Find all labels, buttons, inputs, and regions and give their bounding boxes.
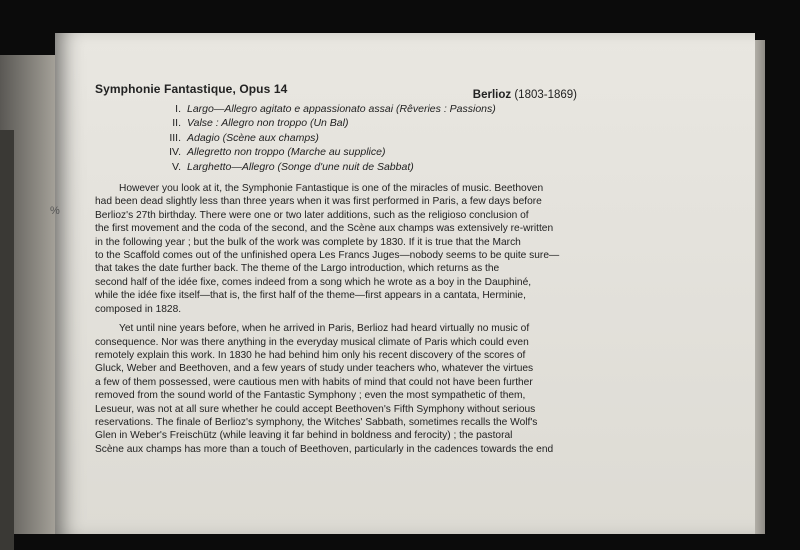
- movement-text: Valse : Allegro non troppo (Un Bal): [187, 117, 349, 130]
- work-title: Symphonie Fantastique, Opus 14: [95, 82, 288, 96]
- composer: [473, 89, 577, 101]
- text-line: to the Scaffold comes out of the unfinished opera Les Francs Juges—nobody seems to be quite sure—: [95, 250, 560, 262]
- text-line: Yet until nine years before, when he arrived in Paris, Berlioz had heard virtually no music of: [119, 323, 530, 335]
- page-content: [95, 78, 575, 456]
- text-line: remotely explain this work. In 1830 he had behind him only his recent discovery of the scores of: [95, 349, 526, 361]
- movement-text: Largo—Allegro agitato e appassionato assai (Rêveries : Passions): [187, 103, 496, 115]
- movement-item: [159, 116, 575, 130]
- movement-list: [95, 102, 575, 174]
- movement-item: [159, 131, 575, 145]
- page-header: [95, 78, 575, 100]
- movement-text: Allegretto non troppo (Marche au supplice): [187, 146, 386, 159]
- text-line: a few of them possessed, were cautious men with habits of mind that could not have been further: [95, 376, 533, 388]
- movement-number: III.: [169, 131, 181, 144]
- text-line: consequence. Nor was there anything in the everyday musical climate of Paris which could even: [95, 336, 529, 348]
- movement-number: II.: [172, 117, 181, 130]
- text-line: while the idée fixe itself—that is, the first half of the theme—first appears in a cantata, Herminie,: [95, 290, 526, 302]
- movement-item: [159, 160, 575, 174]
- text-line: Gluck, Weber and Beethoven, and a few years of study under teachers who, whatever the virtues: [95, 363, 534, 375]
- text-line: second half of the idée fixe, comes indeed from a song which he wrote as a boy in the Dauphiné,: [95, 276, 532, 288]
- text-line: Berlioz's 27th birthday. There were one or two later additions, such as the religioso conclusion of: [95, 209, 529, 221]
- movement-number: V.: [172, 160, 181, 173]
- movement-number: IV.: [169, 146, 181, 159]
- text-line: reservations. The finale of Berlioz's symphony, the Witches' Sabbath, sometimes recalls the Wolf's: [95, 416, 538, 428]
- movement-text: Larghetto—Allegro (Songe d'une nuit de Sabbat): [187, 160, 414, 173]
- movement-item: [159, 102, 575, 116]
- text-line: Lesueur, was not at all sure whether he could accept Beethoven's Fifth Symphony without serious: [95, 403, 536, 415]
- movement-number: I.: [175, 103, 181, 115]
- composer-name: Berlioz: [472, 89, 512, 101]
- text-line: that takes the date further back. The theme of the Largo introduction, which returns as the: [95, 263, 500, 275]
- text-line: Scène aux champs has more than a touch of Beethoven, particularly in the cadences towards the end: [95, 443, 554, 455]
- text-line: in the following year ; but the bulk of the work was complete by 1830. If it is true that the March: [95, 236, 521, 248]
- movement-text: Adagio (Scène aux champs): [187, 131, 319, 144]
- text-line: composed in 1828.: [95, 303, 182, 315]
- paragraph-2: [95, 322, 575, 456]
- text-line: Glen in Weber's Freischütz (while leaving it far behind in boldness and ferocity) ; the pastoral: [95, 430, 513, 442]
- composer-dates: (1803-1869): [514, 89, 577, 101]
- left-page-shadow: [0, 130, 14, 550]
- movement-item: [159, 145, 575, 159]
- text-line: removed from the sound world of the Fantastic Symphony ; even the most sympathetic of them,: [95, 390, 526, 402]
- margin-mark: %: [50, 205, 60, 217]
- text-line: However you look at it, the Symphonie Fantastique is one of the miracles of music. Beethoven: [119, 183, 544, 195]
- text-line: the first movement and the coda of the second, and the Scène aux champs was extensively re-written: [95, 223, 554, 235]
- paragraph-1: [95, 182, 575, 316]
- text-line: had been dead slightly less than three years when it was first performed in Paris, a few days before: [95, 196, 542, 208]
